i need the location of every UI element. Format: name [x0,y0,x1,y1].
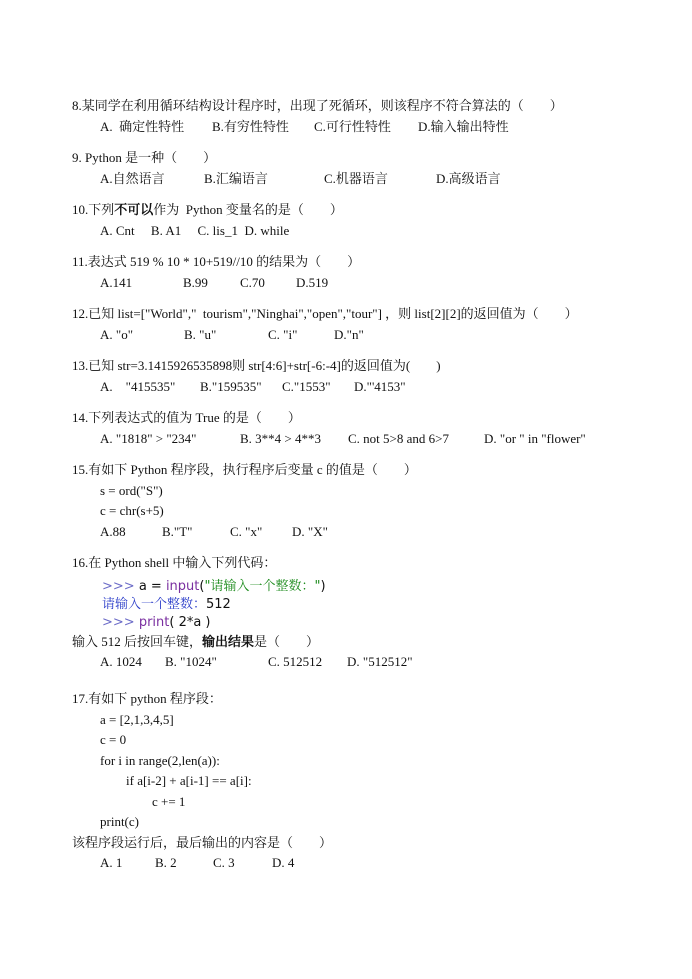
question-stem: 8.某同学在利用循环结构设计程序时，出现了死循环，则该程序不符合算法的（ ） [72,98,563,113]
question-stem: 9. Python 是一种（ ） [72,150,217,165]
options [72,117,672,138]
followup-text: 是（ ） [254,633,320,649]
option-c: C. "x" [230,523,263,539]
option-c: C.70 [240,274,265,290]
question-8 [72,96,672,137]
options [72,377,672,398]
option-d: D.519 [296,274,329,290]
option-c: C. 512512 [268,654,323,669]
options [72,325,672,346]
option-c: C. not 5>8 and 6>7 [348,430,449,446]
option-d: D. "or " in "flower" [484,430,586,446]
shell-keyword: input [165,578,200,594]
question-15 [72,460,672,542]
option-c: C.机器语言 [324,170,388,186]
option-b: B."159535" [200,378,262,394]
shell-paren: ) [320,578,326,594]
code-line: if a[i-2] + a[i-1] == a[i]: [100,773,252,788]
shell-line [72,614,672,632]
question-stem: 15.有如下 Python 程序段，执行程序后变量 c 的值是（ ） [72,462,417,477]
question-stem: 16.在 Python shell 中输入下列代码： [72,555,277,570]
shell-prompt: >>> [102,578,139,594]
option-d: D."'4153" [354,378,406,394]
shell-line [72,578,672,596]
shell-keyword: print [138,614,170,630]
option-a: A. 确定性特性 [100,118,185,134]
option-d: D.输入输出特性 [418,118,509,134]
stem-text: 10.下列 [72,202,115,217]
option-d: D. "512512" [347,654,413,669]
option-b: B.99 [183,274,208,290]
options: A. Cnt B. A1 C. lis_1 D. while [100,222,290,238]
option-c: C."1553" [282,378,331,394]
option-a: A.自然语言 [100,170,165,186]
option-b: B.有穷性特性 [212,118,289,134]
options [72,273,672,294]
question-stem: 12.已知 list=["World"," tourism","Ninghai","open","tour"] ，则 list[2][2]的返回值为（ ） [72,306,578,321]
options [72,429,672,450]
option-a: A. 1024 [100,654,142,669]
shell-output-label: 请输入一个整数： [102,596,207,612]
code-line: for i in range(2,len(a)): [100,752,220,768]
question-17 [72,689,672,874]
option-d: D. 4 [272,855,295,870]
followup-text: 输入 512 后按回车键， [72,633,203,649]
option-b: B. "1024" [165,654,217,669]
option-b: B. "u" [184,326,217,342]
option-b: B."T" [162,523,193,539]
stem-text: 作为 Python 变量名的是（ ） [153,202,343,217]
option-d: D. "X" [292,523,328,539]
option-a: A.141 [100,274,133,290]
question-followup [72,632,672,653]
question-stem: 11.表达式 519 % 10 * 10+519//10 的结果为（ ） [72,254,361,269]
question-10 [72,200,672,241]
shell-line [72,596,672,614]
code-line: c = 0 [100,732,127,747]
python-shell [72,574,672,632]
code-line: s = ord("S") [100,482,163,498]
option-c: C. 3 [213,855,235,870]
shell-var: a = [138,578,166,594]
options [72,652,672,673]
question-followup: 该程序段运行后，最后输出的内容是（ ） [72,834,333,850]
shell-paren: ( [199,578,205,594]
options [72,169,672,190]
option-c: C. "i" [268,326,298,342]
option-d: D."n" [334,326,364,342]
shell-args: ( 2*a ) [169,614,211,630]
question-12 [72,304,672,345]
question-11 [72,252,672,293]
shell-prompt: >>> [102,614,139,630]
option-a: A. 1 [100,855,123,870]
question-stem: 13.已知 str=3.1415926535898则 str[4:6]+str[-6:-4]的返回值为( ) [72,358,441,373]
question-stem [72,200,672,221]
shell-input-value: 512 [206,596,231,612]
question-9 [72,148,672,189]
option-a: A. "1818" > "234" [100,430,197,446]
question-stem: 14.下列表达式的值为 True 的是（ ） [72,410,301,425]
question-16 [72,553,672,673]
code-line: print(c) [100,814,139,829]
shell-string: "请输入一个整数：" [204,578,321,594]
option-b: B.汇编语言 [204,170,268,186]
option-a: A. "415535" [100,378,176,394]
question-stem: 17.有如下 python 程序段： [72,691,222,706]
question-13 [72,356,672,397]
question-14 [72,408,672,449]
code-line: a = [2,1,3,4,5] [100,711,174,727]
option-d: D.高级语言 [436,170,501,186]
option-a: A.88 [100,523,126,539]
option-c: C.可行性特性 [314,118,391,134]
option-a: A. "o" [100,326,134,342]
option-b: B. 2 [155,855,177,870]
options [72,522,672,543]
code-line: c += 1 [100,793,186,809]
stem-emphasis: 不可以 [114,202,154,217]
option-b: B. 3**4 > 4**3 [240,430,322,446]
followup-emphasis: 输出结果 [202,633,255,649]
code-line: c = chr(s+5) [100,503,164,518]
options [72,853,672,874]
